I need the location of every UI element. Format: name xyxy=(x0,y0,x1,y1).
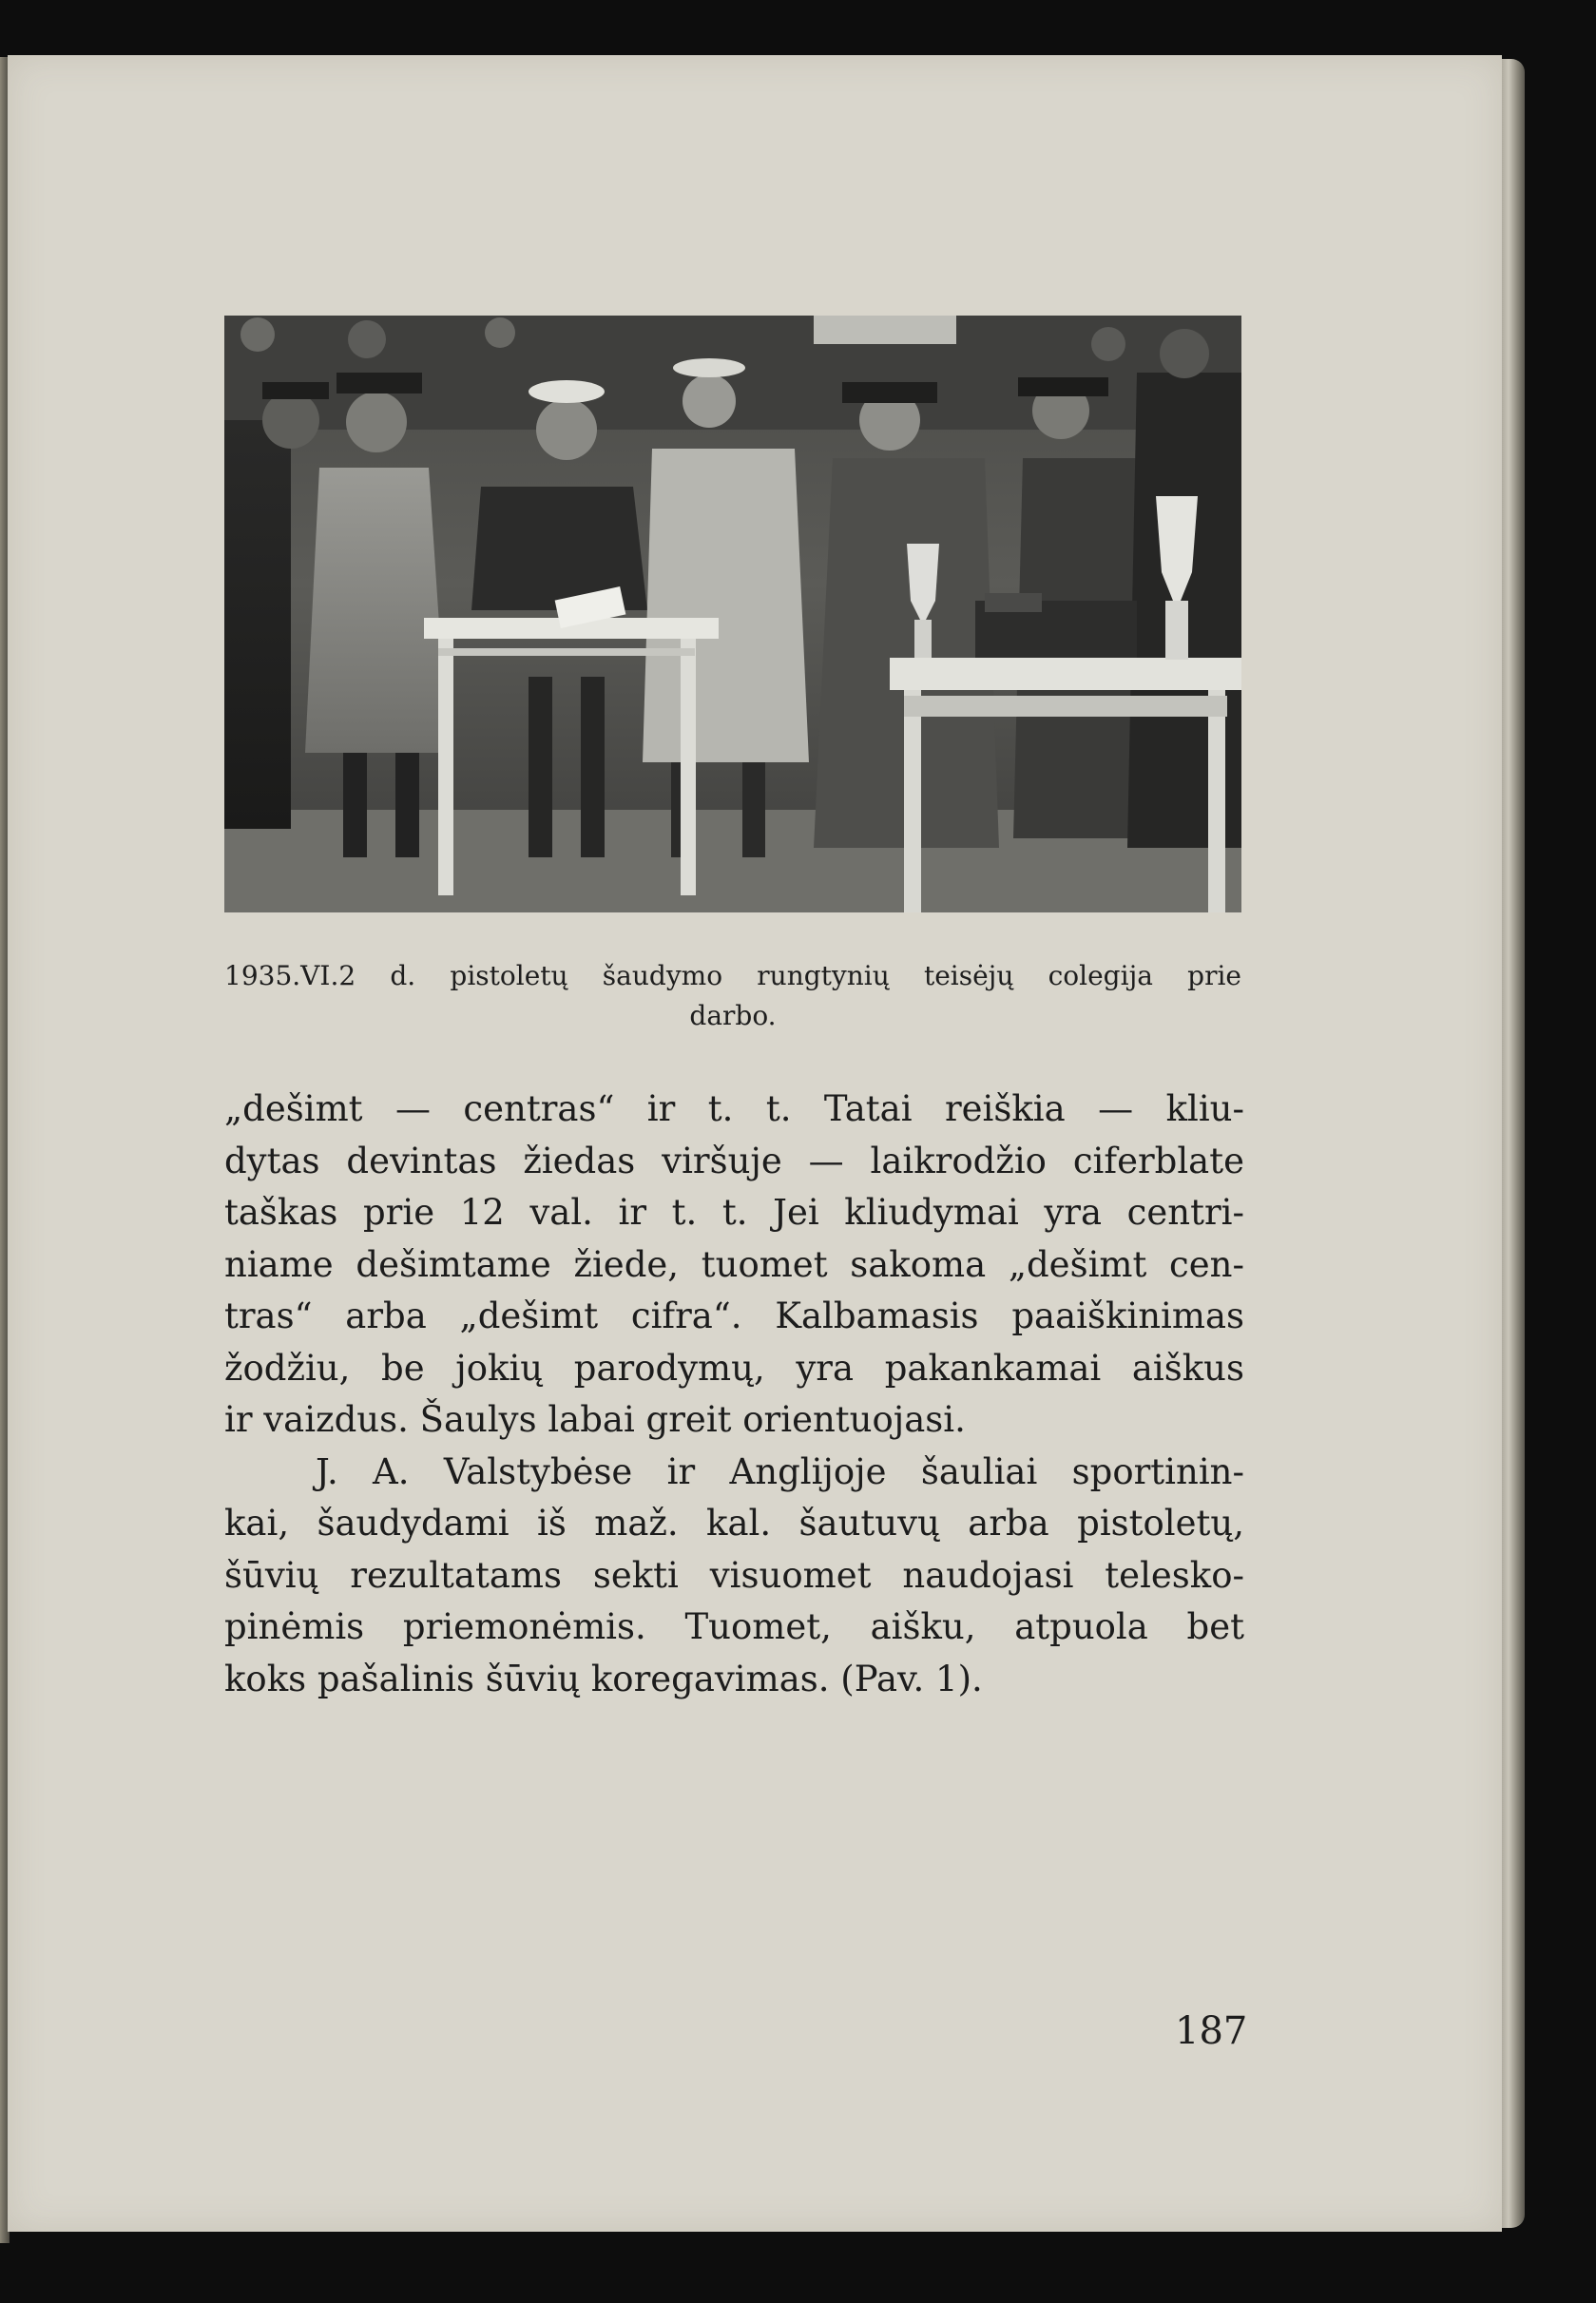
text-line: „dešimt — centras“ ir t. t. Tatai reiškia — kliu- xyxy=(224,1088,1244,1129)
caption-line-1: 1935.VI.2 d. pistoletų šaudymo rungtynių teisėjų colegija prie xyxy=(224,960,1241,991)
text-line: žodžiu, be jokių parodymų, yra pakankamai aiškus xyxy=(224,1347,1244,1389)
body-paragraphs xyxy=(224,1084,1244,1705)
text-line: tras“ arba „dešimt cifra“. Kalbamasis paaiškinimas xyxy=(224,1295,1244,1336)
text-line: niame dešimtame žiede, tuomet sakoma „dešimt cen- xyxy=(224,1243,1244,1285)
photo-caption xyxy=(224,956,1241,1036)
photograph xyxy=(224,316,1241,912)
text-line: dytas devintas žiedas viršuje — laikrodžio ciferblate xyxy=(224,1140,1244,1181)
text-line: ir vaizdus. Šaulys labai greit orientuojasi. xyxy=(224,1399,966,1440)
text-line: koks pašalinis šūvių koregavimas. (Pav. 1). xyxy=(224,1658,983,1699)
text-line: kai, šaudydami iš maž. kal. šautuvų arba pistoletų, xyxy=(224,1503,1244,1544)
text-line: pinėmis priemonėmis. Tuomet, aišku, atpuola bet xyxy=(224,1606,1244,1647)
page-number: 187 xyxy=(1175,2009,1248,2053)
photograph-icon xyxy=(224,316,1241,912)
caption-line-2: darbo. xyxy=(689,1000,777,1031)
text-line: šūvių rezultatams sekti visuomet naudojasi telesko- xyxy=(224,1554,1244,1596)
text-line: taškas prie 12 val. ir t. t. Jei kliudymai yra centri- xyxy=(224,1192,1244,1233)
text-line: J. A. Valstybėse ir Anglijoje šauliai sportinin- xyxy=(316,1450,1244,1492)
page-stack-edge xyxy=(1500,59,1525,2228)
